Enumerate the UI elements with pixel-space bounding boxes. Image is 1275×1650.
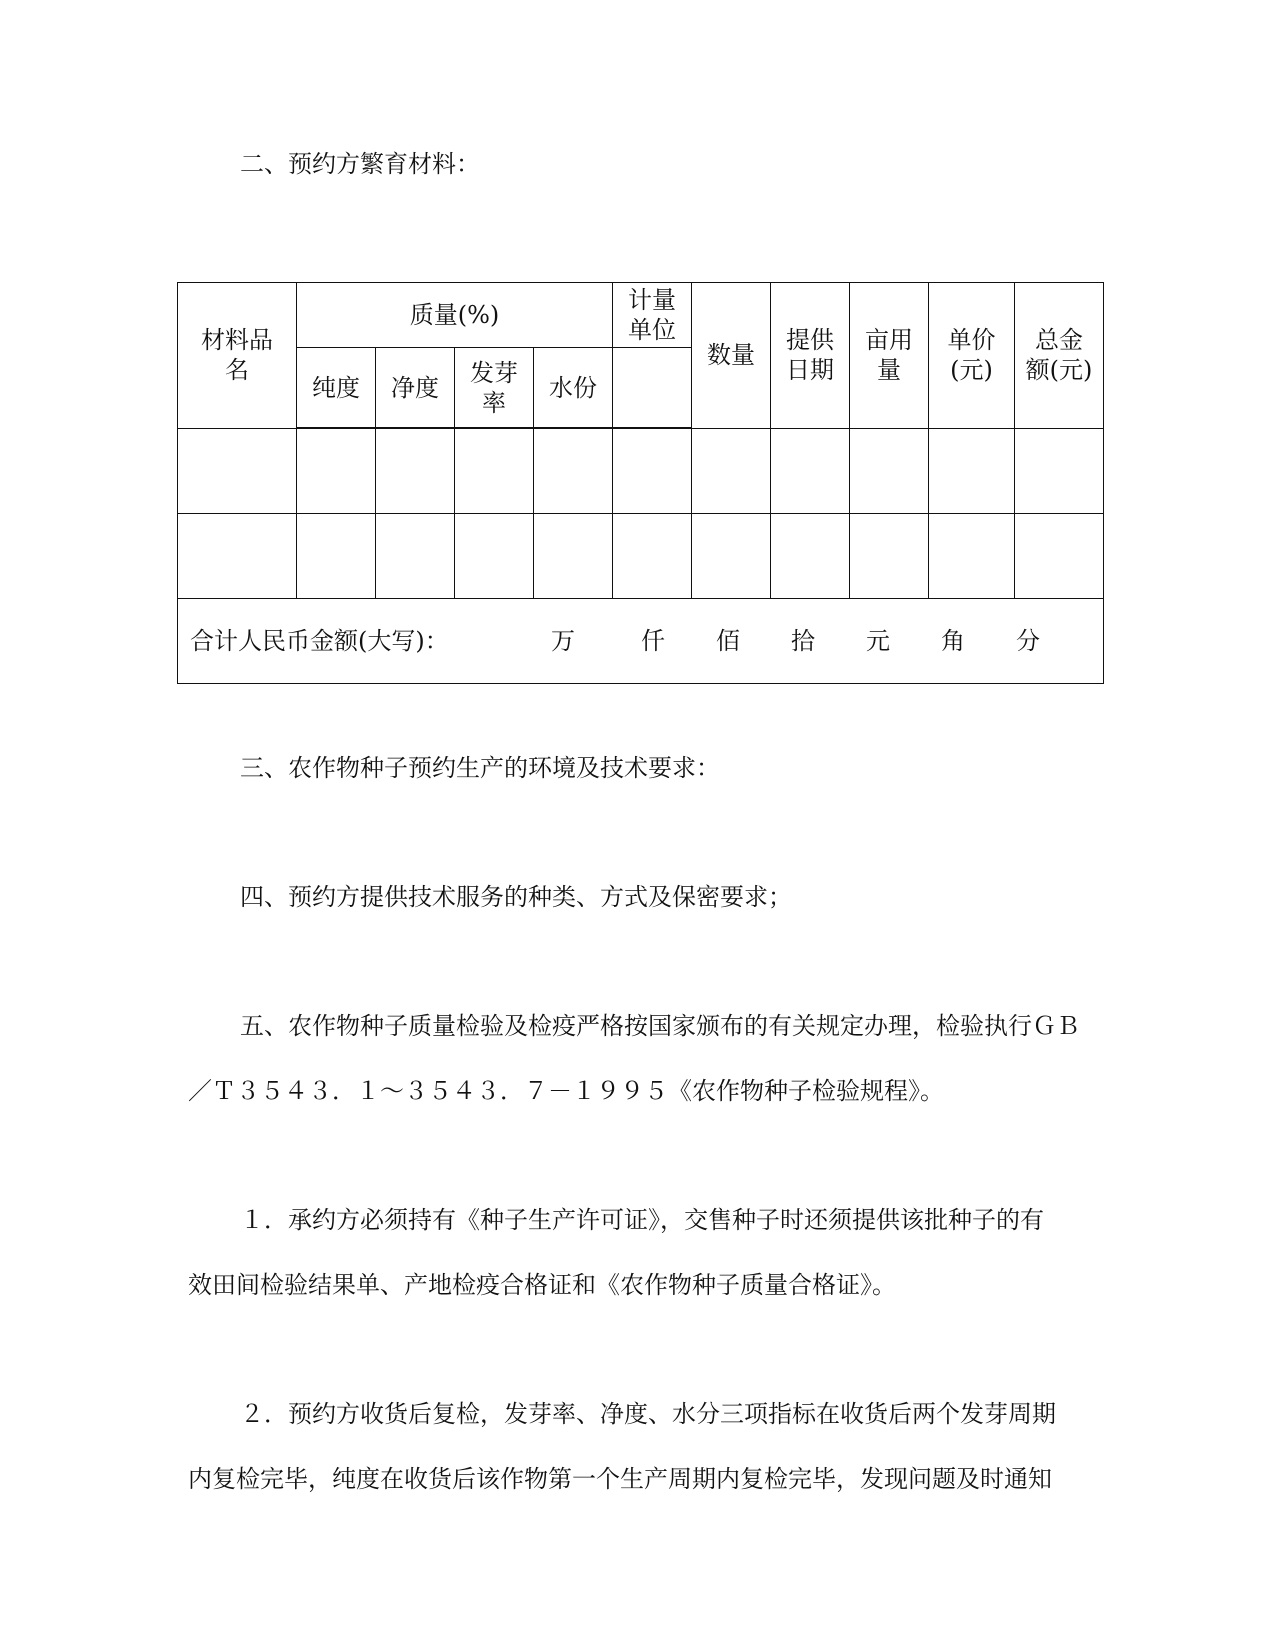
total-amount-label: 合计人民币金额(大写)：: [190, 627, 449, 655]
header-quantity: 数量: [692, 283, 771, 429]
total-amount-row: [178, 599, 1104, 684]
header-purity: 纯度: [297, 348, 376, 429]
unit-jiao: 角: [941, 627, 965, 655]
header-supply-date: 提供 日期: [771, 283, 850, 429]
header-unit: 计量 单位: [613, 283, 692, 348]
unit-wan: 万: [551, 627, 575, 655]
header-quality: 质量(%): [297, 283, 613, 348]
header-per-mu: 亩用 量: [850, 283, 929, 429]
header-germination: 发芽 率: [455, 348, 534, 429]
header-moisture: 水份: [534, 348, 613, 429]
header-cleanliness: 净度: [376, 348, 455, 429]
unit-yuan: 元: [866, 627, 890, 655]
unit-qian: 仟: [641, 627, 665, 655]
unit-shi: 拾: [791, 627, 815, 655]
materials-table: [177, 282, 1104, 684]
header-unit-blank: [613, 348, 692, 429]
header-total-amount: 总金 额(元): [1015, 283, 1104, 429]
table-row: [178, 428, 1104, 514]
unit-fen: 分: [1016, 627, 1040, 655]
table-row: [178, 514, 1104, 599]
header-material-name: 材料品 名: [178, 283, 297, 429]
header-unit-price: 单价 (元): [929, 283, 1015, 429]
unit-bai: 佰: [716, 627, 740, 655]
